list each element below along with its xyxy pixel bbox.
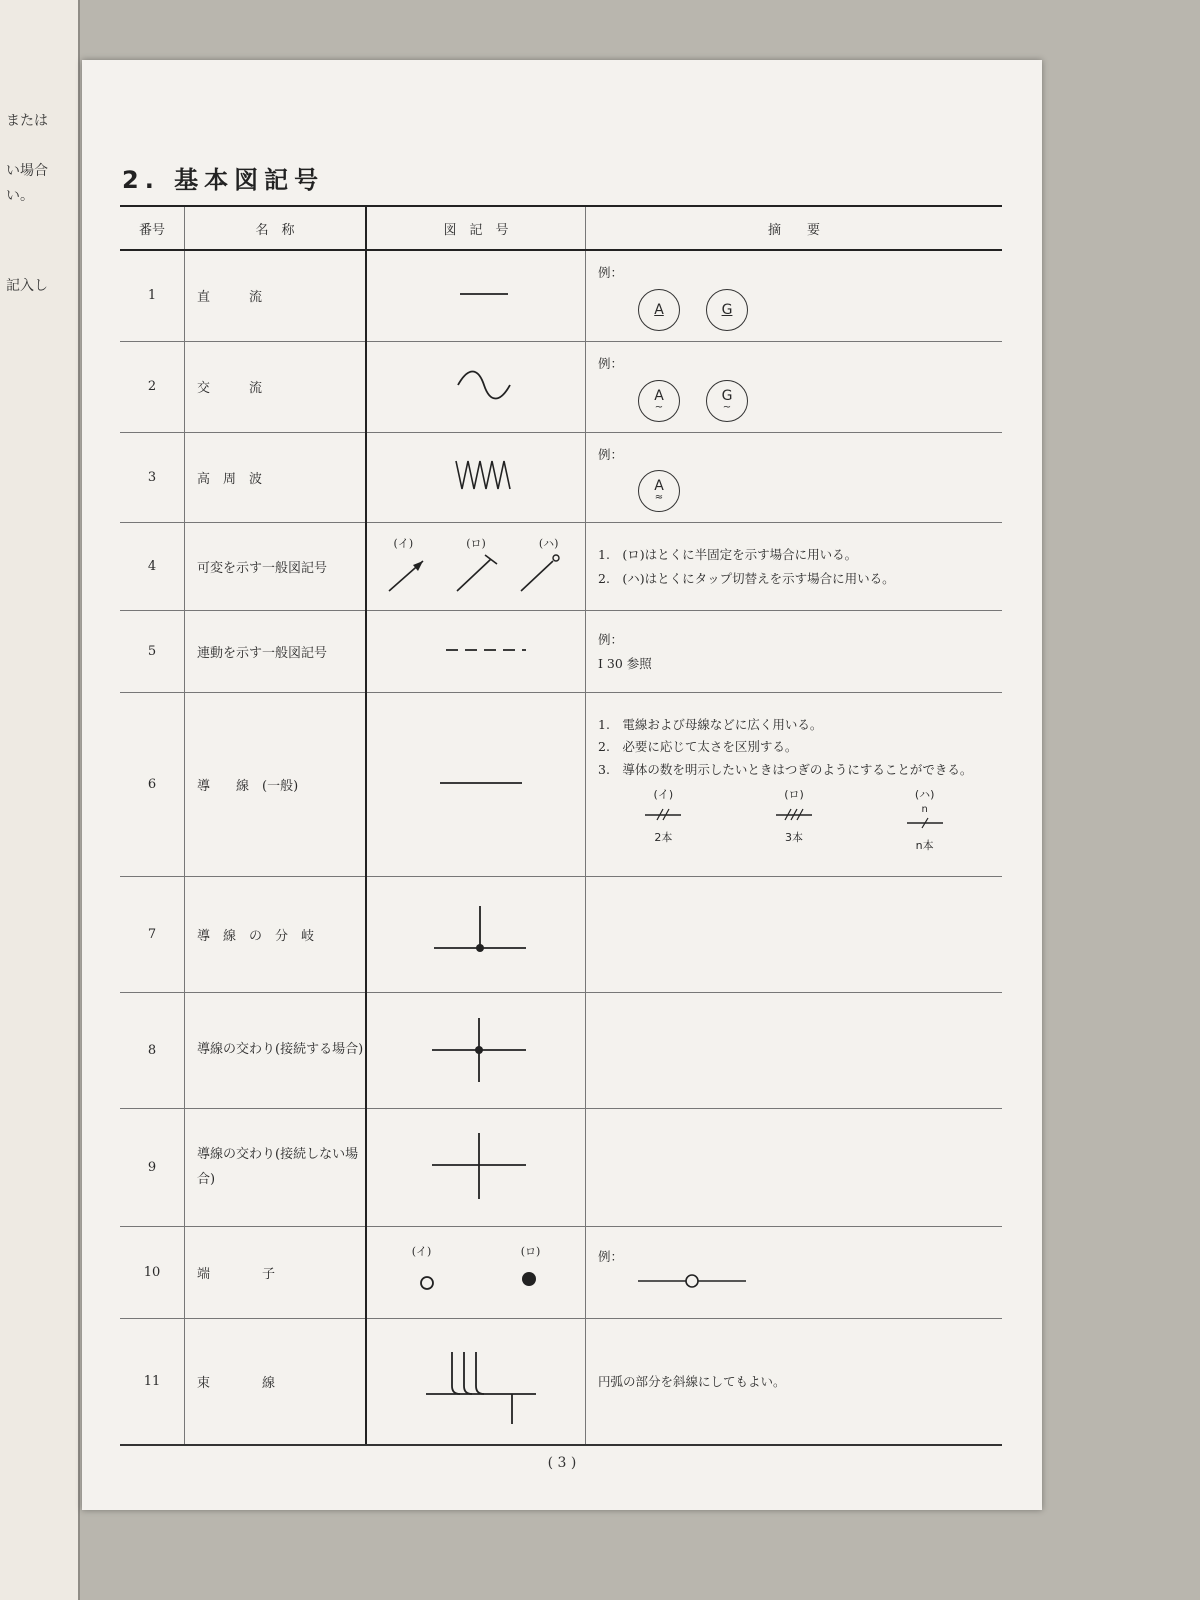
crossing-unconnected-symbol [366,1109,586,1227]
dc-line-icon [376,274,576,314]
variant-label-ha: (ハ) [538,536,559,550]
bundle-n-label: n [921,804,928,816]
row-number: 1 [120,250,185,341]
connected-cross-icon [376,1004,576,1094]
conductor-count-examples [598,785,990,855]
ac-symbol [366,341,586,432]
row-number: 2 [120,341,185,432]
table-row [120,993,1002,1109]
meter-examples [638,380,990,422]
row-summary [586,993,1003,1109]
bundled-wires-icon [376,1332,576,1428]
meter-examples [638,470,990,512]
row-name [185,1227,367,1319]
table-row [120,877,1002,993]
note-line: I 30 参照 [598,655,652,671]
two-conductor-icon [643,805,683,821]
document-page [82,60,1042,1510]
n-conductor-icon [905,815,945,829]
bundle-label: (ロ) [784,788,804,802]
section-title: 2. 基本図記号 [122,166,325,194]
meter-sub: ≈ [654,492,664,504]
hf-symbol [366,432,586,523]
row-name-text: 可変を示す一般図記号 [197,561,328,577]
note-line: 円弧の部分を斜線にしてもよい。 [598,1373,786,1389]
example-label: 例： [598,446,624,462]
bundle-symbol [366,1319,586,1445]
table-row [120,1109,1002,1227]
crossing-connected-symbol [366,993,586,1109]
row-name-text: 束 線 [197,1376,276,1391]
table-header-row [120,206,1002,250]
row-name-text: 高 周 波 [197,471,263,487]
linked-symbol [366,611,586,693]
variant-label-i: (イ) [393,536,414,550]
row-number: 8 [120,993,185,1109]
variant-label-ro: (ロ) [520,1244,541,1258]
row-name-text: 交 流 [197,381,263,397]
table-row [120,432,1002,523]
variable-arrow-icons [371,551,581,595]
meter-letter: A [654,478,664,495]
conductor-symbol [366,693,586,877]
row-number: 3 [120,432,185,523]
row-name [185,693,367,877]
ammeter-ac-icon [638,380,680,422]
meter-sub: ~ [722,401,732,413]
bundle-example [643,785,683,855]
left-page-fragment: い。 [6,188,34,204]
meter-examples [638,289,990,331]
branch-symbol [366,877,586,993]
generator-dc-icon [706,289,748,331]
row-summary [586,611,1003,693]
variant-label-ro: (ロ) [466,536,486,550]
row-number: 7 [120,877,185,993]
terminal-symbols [366,1227,586,1319]
bundle-count: n本 [915,838,934,852]
row-summary [586,341,1003,432]
row-name [185,341,367,432]
row-name [185,877,367,993]
unconnected-cross-icon [376,1121,576,1211]
left-page-fragment: 記入し [6,278,48,294]
row-name [185,250,367,341]
row-summary [586,250,1003,341]
terminal-icons [371,1259,581,1299]
row-number: 6 [120,693,185,877]
t-junction-icon [376,888,576,978]
table-row [120,523,1002,611]
row-name-text: 連動を示す一般図記号 [197,646,328,662]
row-summary [586,693,1003,877]
header-summary: 摘 要 [586,206,1003,250]
left-page-edge [0,0,80,1600]
row-name [185,1109,367,1227]
page-number: ( 3 ) [547,1455,577,1471]
table-row [120,341,1002,432]
table-row [120,250,1002,341]
row-number: 10 [120,1227,185,1319]
row-name-text: 導 線 (一般) [197,779,299,795]
table-row [120,1227,1002,1319]
row-name [185,432,367,523]
header-number: 番号 [120,206,185,250]
bundle-label: (ハ) [914,788,935,802]
row-name [185,993,367,1109]
row-number: 4 [120,523,185,611]
row-name-text: 直 流 [197,290,263,306]
bundle-example [774,785,814,855]
meter-letter: G [721,387,733,404]
row-summary [586,523,1003,611]
table-row [120,693,1002,877]
bundle-count: 3本 [784,830,803,844]
example-label: 例： [598,1249,624,1264]
meter-letter: A [654,301,664,318]
meter-letter: G [721,301,733,318]
bundle-count: 2本 [654,830,673,844]
row-number: 5 [120,611,185,693]
row-summary [586,877,1003,993]
table-row [120,611,1002,693]
row-summary [586,1109,1003,1227]
header-symbol: 図 記 号 [366,206,586,250]
row-name-text: 導線の交わり(接続しない場合) [197,1147,359,1187]
dashed-line-icon [376,635,576,665]
ammeter-dc-icon [638,289,680,331]
row-summary [586,1319,1003,1445]
note-line: 1. (ロ)はとくに半固定を示す場合に用いる。 [598,547,858,562]
row-name-text: 導線の交わり(接続する場合) [197,1042,364,1058]
row-name-text: 導 線 の 分 岐 [197,929,315,945]
row-name [185,1319,367,1445]
row-summary [586,1227,1003,1319]
table-row [120,1319,1002,1445]
example-label: 例： [598,355,624,371]
symbol-table [120,205,1002,1446]
dc-symbol [366,250,586,341]
conductor-line-icon [376,768,576,798]
example-label: 例： [598,632,624,647]
bundle-label: (イ) [653,788,674,802]
generator-ac-icon [706,380,748,422]
sine-wave-icon [376,363,576,407]
example-label: 例： [598,265,624,280]
terminal-example-icon [634,1269,754,1293]
meter-letter: A [654,387,664,404]
bundle-example [905,785,945,855]
variable-symbols [366,523,586,611]
note-line: 1. 電線および母線などに広く用いる。 [598,716,823,732]
row-summary [586,432,1003,523]
header-name: 名 称 [185,206,367,250]
note-line: 2. 必要に応じて太さを区別する。 [598,739,798,755]
left-page-fragment: または [6,113,48,129]
note-line: 3. 導体の数を明示したいときはつぎのようにすることができる。 [598,761,973,777]
row-number: 11 [120,1319,185,1445]
left-page-fragment: い場合 [6,163,48,179]
meter-sub: ~ [654,401,664,413]
ammeter-hf-icon [638,470,680,512]
row-name-text: 端 子 [197,1267,276,1283]
variant-label-i: (イ) [411,1244,432,1258]
three-conductor-icon [774,805,814,821]
triple-zigzag-icon [376,453,576,497]
row-name [185,523,367,611]
note-line: 2. (ハ)はとくにタップ切替えを示す場合に用いる。 [598,570,895,586]
row-number: 9 [120,1109,185,1227]
row-name [185,611,367,693]
